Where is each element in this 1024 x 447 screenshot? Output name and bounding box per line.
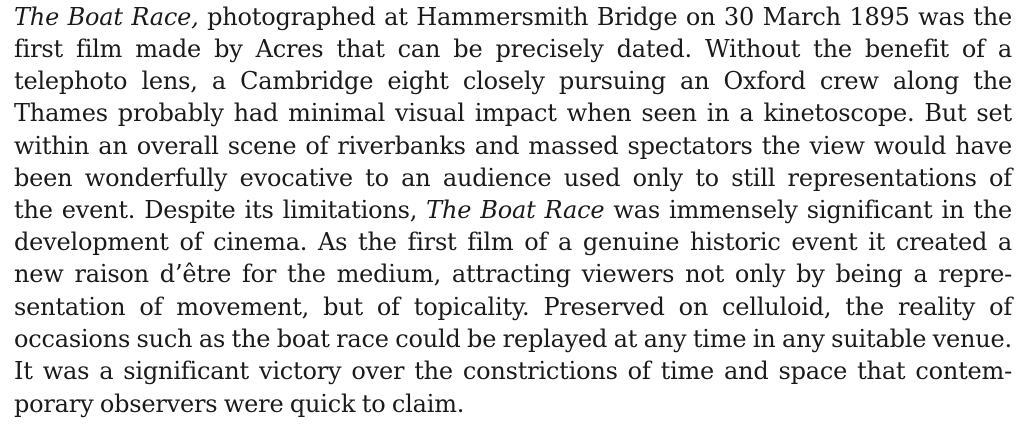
text-line-3 [14,66,1012,96]
line-5-text: within an overall scene of riverbanks and massed spectators the view would have [14,132,1012,160]
text-line-9 [14,259,1012,289]
document-page [14,0,1014,447]
line-8-text: development of cinema. As the first film of a genuine historic event it created a [14,228,1012,256]
text-line-12 [14,356,1012,386]
film-title-italic: The Boat Race, [14,3,199,31]
text-line-10 [14,292,1012,322]
text-line-5 [14,131,1012,161]
line-2-text: first film made by Acres that can be precisely dated. Without the benefit of a [14,35,1012,63]
line-6-text: been wonderfully evocative to an audience used only to still representations of [14,164,1012,192]
line-7-pre: the event. Despite its limitations, [14,196,427,224]
text-line-8 [14,227,1012,257]
line-12-text: It was a significant victory over the constrictions of time and space that contem- [14,357,1012,385]
text-line-7 [14,195,1012,225]
line-1-post: photographed at Hammersmith Bridge on 30 March 1895 was the [198,3,1012,31]
line-3-text: telephoto lens, a Cambridge eight closely pursuing an Oxford crew along the [14,67,1012,95]
text-line-6 [14,163,1012,193]
text-line-11 [14,324,1012,354]
line-4-text: Thames probably had minimal visual impact when seen in a kinetoscope. But set [14,99,1012,127]
text-line-1 [14,2,1012,32]
text-line-4 [14,98,1012,128]
film-title-italic-2: The Boat Race [426,196,605,224]
text-line-2 [14,34,1012,64]
line-7-post: was immensely significant in the [604,196,1013,224]
line-13-text: porary observers were quick to claim. [14,390,465,418]
line-11-text: occasions such as the boat race could be replayed at any time in any suitable venue. [14,325,1012,353]
line-9-text: new raison d’être for the medium, attracting viewers not only by being a repre- [14,260,1012,288]
line-10-text: sentation of movement, but of topicality. Preserved on celluloid, the reality of [14,293,1012,321]
text-line-13 [14,389,1012,419]
